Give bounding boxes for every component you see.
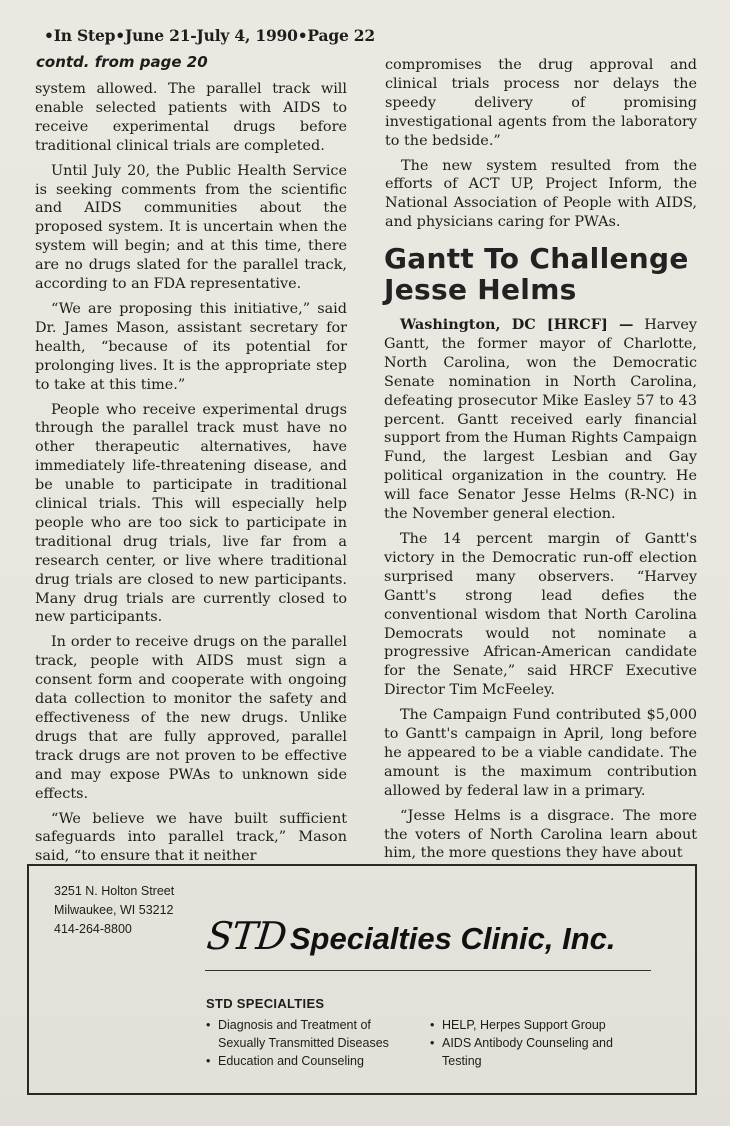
article-paragraph: In order to receive drugs on the parallel track, people with AIDS must sign a consent form and cooperate with ongoing data collection to monitor the safety and effectiveness of the new drugs. Unlike drugs that are fully approved, parallel track drugs are not proven to be effective and may expose PWAs to unknown side effects. [35, 634, 347, 802]
article-paragraph: The Campaign Fund contributed $5,000 to Gantt's campaign in April, long before he appeared to be a viable candidate. The amount is the maximum contribution allowed by federal law in a primary. [384, 707, 697, 799]
service-item: • AIDS Antibody Counseling and Testing [430, 1034, 640, 1070]
services-list-right [430, 1016, 640, 1070]
address-line: 3251 N. Holton Street [54, 884, 175, 898]
ad-subtitle: STD SPECIALTIES [206, 996, 325, 1011]
article-paragraph: system allowed. The parallel track will enable selected patients with AIDS to receive experimental drugs before traditional clinical trials are completed. [35, 81, 347, 154]
service-item: • Education and Counseling [206, 1052, 421, 1070]
phone-number: 414-264-8800 [54, 922, 132, 936]
article-paragraph: “We are proposing this initiative,” said Dr. James Mason, assistant secretary for health, “because of its potential for prolonging lives. It is the appropriate step to take at this time.” [35, 300, 347, 393]
service-item: • Diagnosis and Treatment of Sexually Transmitted Diseases [206, 1016, 421, 1052]
article-paragraph: “We believe we have built sufficient safeguards into parallel track,” Mason said, “to ensure that it neither [35, 810, 347, 865]
left-column [35, 80, 347, 872]
article-paragraph: The 14 percent margin of Gantt's victory in the Democratic run-off election surprised many observers. “Harvey Gantt's strong lead defies the conventional wisdom that North Carolina Democrats would not nominate a progressive African-American candidate for the Senate,” said HRCF Executive Director Tim McFeeley. [384, 530, 697, 699]
continued-label: contd. from page 20 [36, 53, 208, 71]
article-paragraph: The new system resulted from the efforts of ACT UP, Project Inform, the National Association of People with AIDS, and physicians caring for PWAs. [385, 157, 697, 231]
article-paragraph: “Jesse Helms is a disgrace. The more the voters of North Carolina learn about him, the more questions they have about [384, 807, 697, 862]
clinic-advertisement [27, 864, 697, 1095]
clinic-logo [204, 914, 616, 962]
services-list-left [206, 1016, 421, 1070]
article-paragraph: compromises the drug approval and clinical trials process nor delays the speedy delivery of promising investigational agents from the laboratory to the bedside.” [385, 57, 697, 149]
logo-mark: STD [204, 914, 289, 958]
divider [205, 970, 651, 971]
service-item: • HELP, Herpes Support Group [430, 1016, 640, 1034]
lead-text: Harvey Gantt, the former mayor of Charlotte, North Carolina, won the Democratic Senate nomination in North Carolina, defeating prosecutor Mike Easley 57 to 43 percent. Gantt received early financial support from the Human Rights Campaign Fund, the largest Lesbian and Gay political organization in the country. He will face Senator Jesse Helms (R-NC) in the November general election. [384, 317, 697, 523]
address-line: Milwaukee, WI 53212 [54, 903, 174, 917]
dateline: Washington, DC [HRCF] — [400, 316, 634, 333]
article-paragraph: People who receive experimental drugs through the parallel track must have no other therapeutic alternatives, have immediately life-threatening disease, and be unable to participate in traditional clinical trials. This will especially help people who are too sick to participate in traditional drug trials, live far from a research center, or live where traditional drug trials are closed to new participants. Many drug trials are currently closed to new participants. [35, 401, 347, 626]
right-column-continuation [385, 56, 697, 238]
page-header: •In Step•June 21-July 4, 1990•Page 22 [44, 26, 375, 45]
clinic-address [54, 882, 174, 939]
gantt-article [384, 316, 697, 869]
article-lead [384, 316, 697, 524]
article-headline: Gantt To Challenge Jesse Helms [384, 242, 689, 306]
article-paragraph: Until July 20, the Public Health Service is seeking comments from the scientific and AIDS communities about the proposed system. It is uncertain when the system will begin; and at this time, there are no drugs slated for the parallel track, according to an FDA representative. [35, 162, 347, 293]
logo-name: Specialties Clinic, Inc. [289, 921, 616, 956]
